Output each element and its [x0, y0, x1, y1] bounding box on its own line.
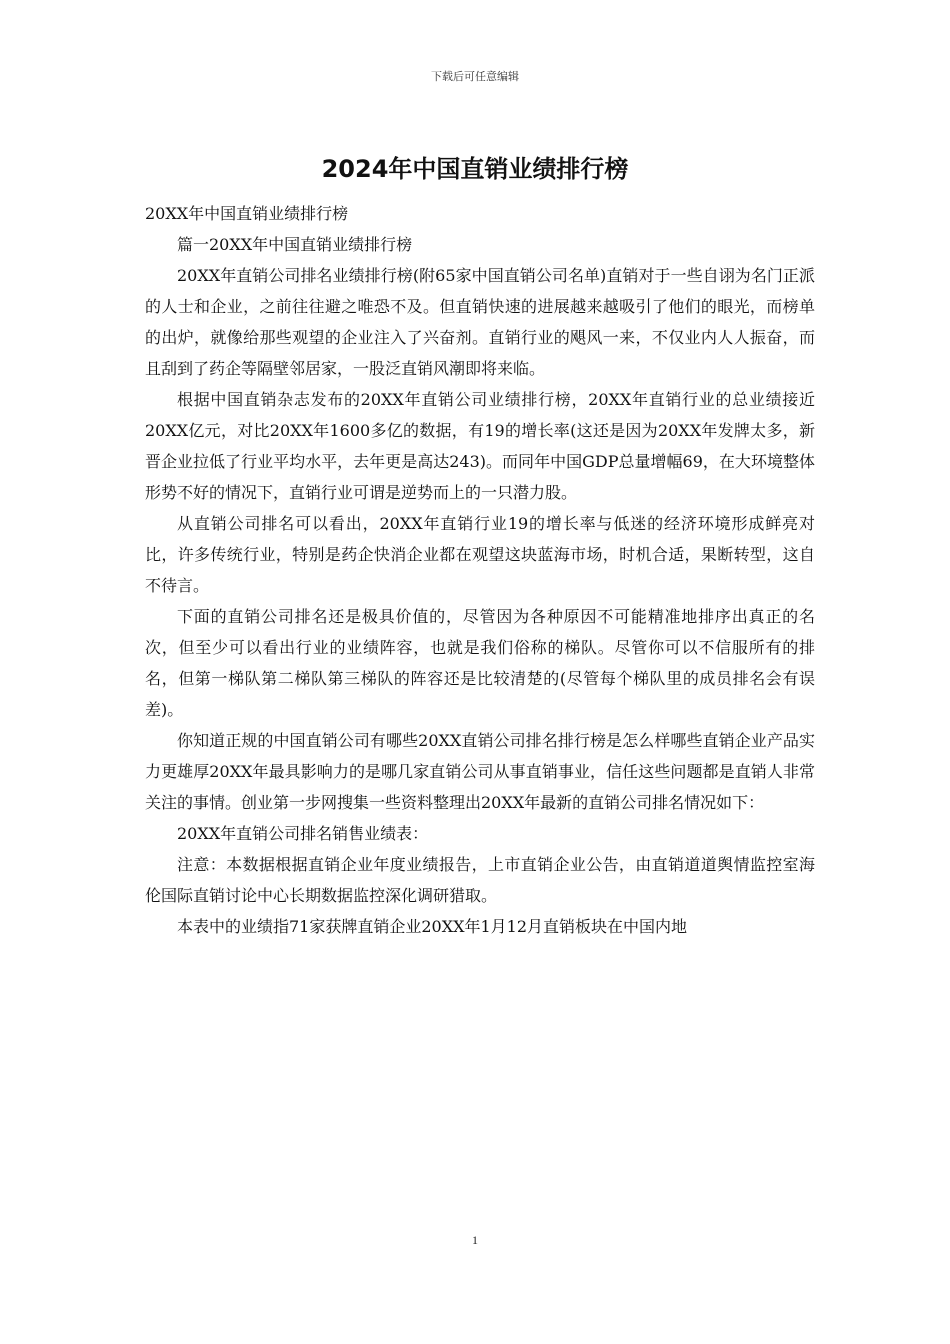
paragraph: 注意：本数据根据直销企业年度业绩报告，上市直销企业公告，由直销道道舆情监控室海伦国际直销讨论中心长期数据监控深化调研猎取。 — [145, 855, 815, 905]
document-body — [145, 198, 815, 942]
paragraph: 篇一20XX年中国直销业绩排行榜 — [177, 235, 413, 254]
document-title: 2024年中国直销业绩排行榜 — [321, 155, 629, 183]
header-note: 下载后可任意编辑 — [431, 70, 519, 83]
paragraph: 本表中的业绩指71家获牌直销企业20XX年1月12月直销板块在中国内地 — [177, 917, 688, 936]
paragraph: 根据中国直销杂志发布的20XX年直销公司业绩排行榜，20XX年直销行业的总业绩接近20XX亿元，对比20XX年1600多亿的数据，有19的增长率(这还是因为20XX年发牌太多，新晋企业拉低了行业平均水平，去年更是高达243)。而同年中国GDP总量增幅69，在大环境整体形势不好的情况下，直销行业可谓是逆势而上的一只潜力股。 — [145, 390, 815, 502]
page-number: 1 — [472, 1233, 478, 1247]
paragraph: 20XX年直销公司排名业绩排行榜(附65家中国直销公司名单)直销对于一些自诩为名门正派的人士和企业，之前往往避之唯恐不及。但直销快速的进展越来越吸引了他们的眼光，而榜单的出炉，就像给那些观望的企业注入了兴奋剂。直销行业的飓风一来，不仅业内人人振奋，而且刮到了药企等隔壁邻居家，一股泛直销风潮即将来临。 — [145, 266, 815, 378]
paragraph: 下面的直销公司排名还是极具价值的，尽管因为各种原因不可能精准地排序出真正的名次，但至少可以看出行业的业绩阵容，也就是我们俗称的梯队。尽管你可以不信服所有的排名，但第一梯队第二梯队第三梯队的阵容还是比较清楚的(尽管每个梯队里的成员排名会有误差)。 — [145, 607, 815, 719]
paragraph: 从直销公司排名可以看出，20XX年直销行业19的增长率与低迷的经济环境形成鲜亮对比，许多传统行业，特别是药企快消企业都在观望这块蓝海市场，时机合适，果断转型，这自不待言。 — [145, 514, 815, 595]
paragraph: 20XX年中国直销业绩排行榜 — [145, 204, 349, 223]
paragraph: 20XX年直销公司排名销售业绩表： — [177, 824, 429, 843]
paragraph: 你知道正规的中国直销公司有哪些20XX直销公司排名排行榜是怎么样哪些直销企业产品实力更雄厚20XX年最具影响力的是哪几家直销公司从事直销事业，信任这些问题都是直销人非常关注的事情。创业第一步网搜集一些资料整理出20XX年最新的直销公司排名情况如下： — [145, 731, 815, 812]
